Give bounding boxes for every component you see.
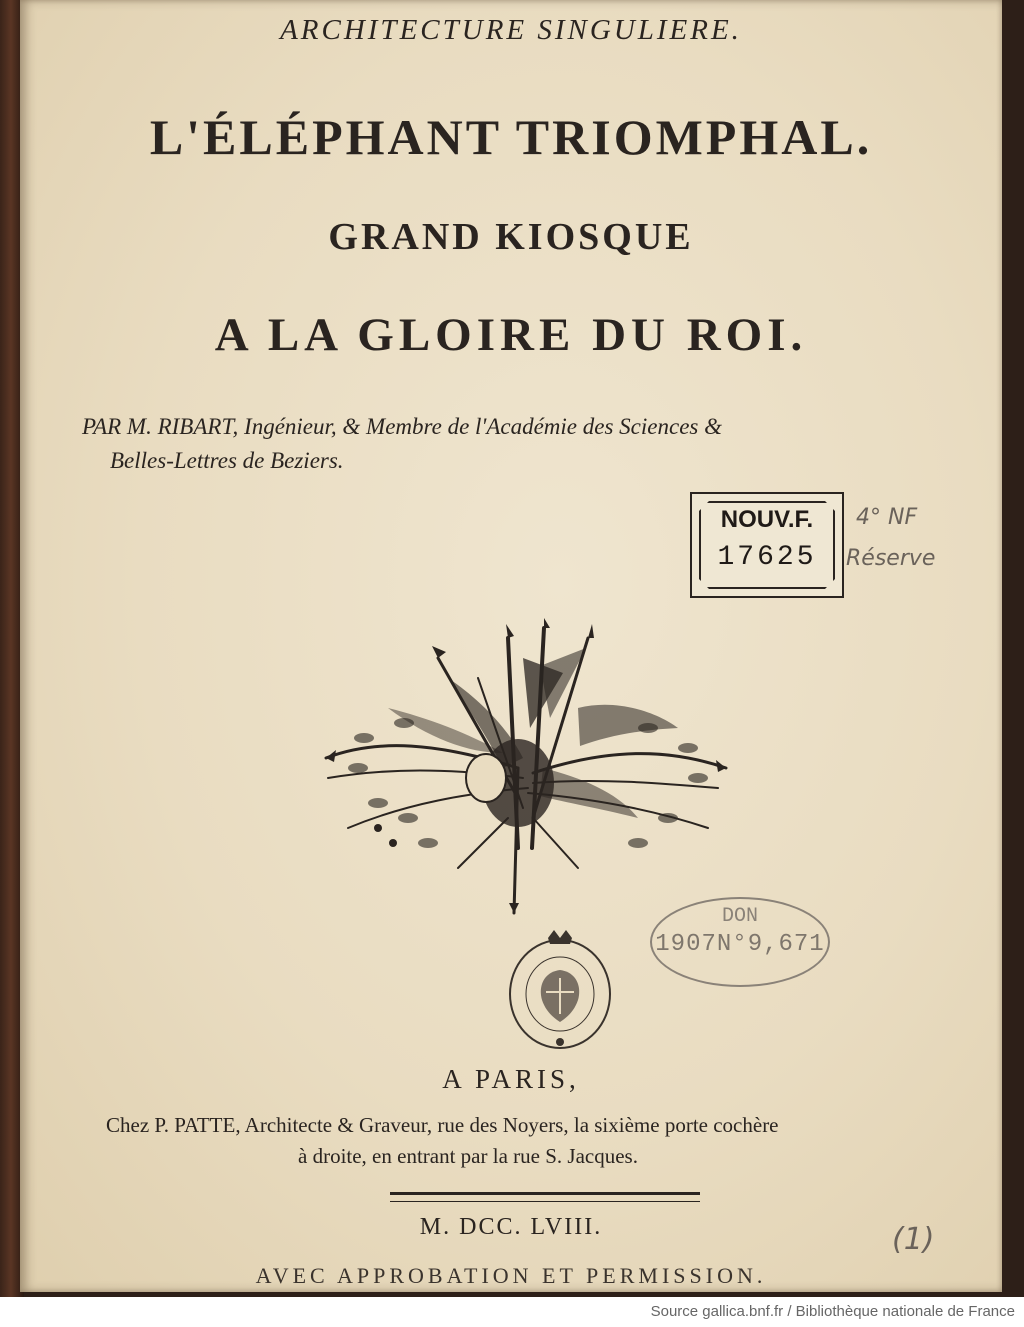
main-title: L'ÉLÉPHANT TRIOMPHAL. bbox=[149, 109, 873, 165]
donation-stamp-number: 1907N°9,671 bbox=[655, 931, 825, 958]
stamp-number: 17625 bbox=[717, 542, 817, 573]
subtitle-grand-kiosque: GRAND KIOSQUE bbox=[328, 216, 694, 258]
trophy-vignette-engraving bbox=[318, 618, 734, 918]
donation-stamp bbox=[650, 897, 830, 987]
author-line-1: PAR M. RIBART, Ingénieur, & Membre de l'Académie des Sciences & bbox=[82, 414, 722, 439]
imprint-line-1: Chez P. PATTE, Architecte & Graveur, rue des Noyers, la sixième porte cochère bbox=[106, 1113, 779, 1137]
handwritten-shelf-mark: (1) bbox=[892, 1222, 935, 1257]
arsenal-library-seal bbox=[504, 930, 616, 1052]
imprint-line-2: à droite, en entrant par la rue S. Jacques. bbox=[298, 1144, 638, 1168]
double-rule-divider bbox=[390, 1192, 700, 1202]
series-title: ARCHITECTURE SINGULIERE. bbox=[280, 14, 742, 46]
donation-stamp-label: DON bbox=[721, 905, 758, 928]
title-page bbox=[20, 0, 1002, 1292]
handwritten-note-line-1: 4° NF bbox=[856, 505, 918, 530]
subtitle-gloire-du-roi: A LA GLOIRE DU ROI. bbox=[214, 309, 808, 361]
approbation-line: AVEC APPROBATION ET PERMISSION. bbox=[255, 1263, 767, 1288]
handwritten-note-line-2: Réserve bbox=[846, 546, 936, 571]
publication-date: M. DCC. LVIII. bbox=[419, 1214, 603, 1240]
source-attribution: Source gallica.bnf.fr / Bibliothèque nationale de France bbox=[650, 1303, 1015, 1320]
imprint-city: A PARIS, bbox=[442, 1064, 580, 1094]
stamp-collection-label: NOUV.F. bbox=[720, 506, 814, 533]
author-line-2: Belles-Lettres de Beziers. bbox=[110, 448, 344, 473]
author-statement bbox=[82, 410, 962, 478]
library-shelf-stamp bbox=[690, 492, 844, 598]
imprint-statement bbox=[106, 1110, 976, 1172]
